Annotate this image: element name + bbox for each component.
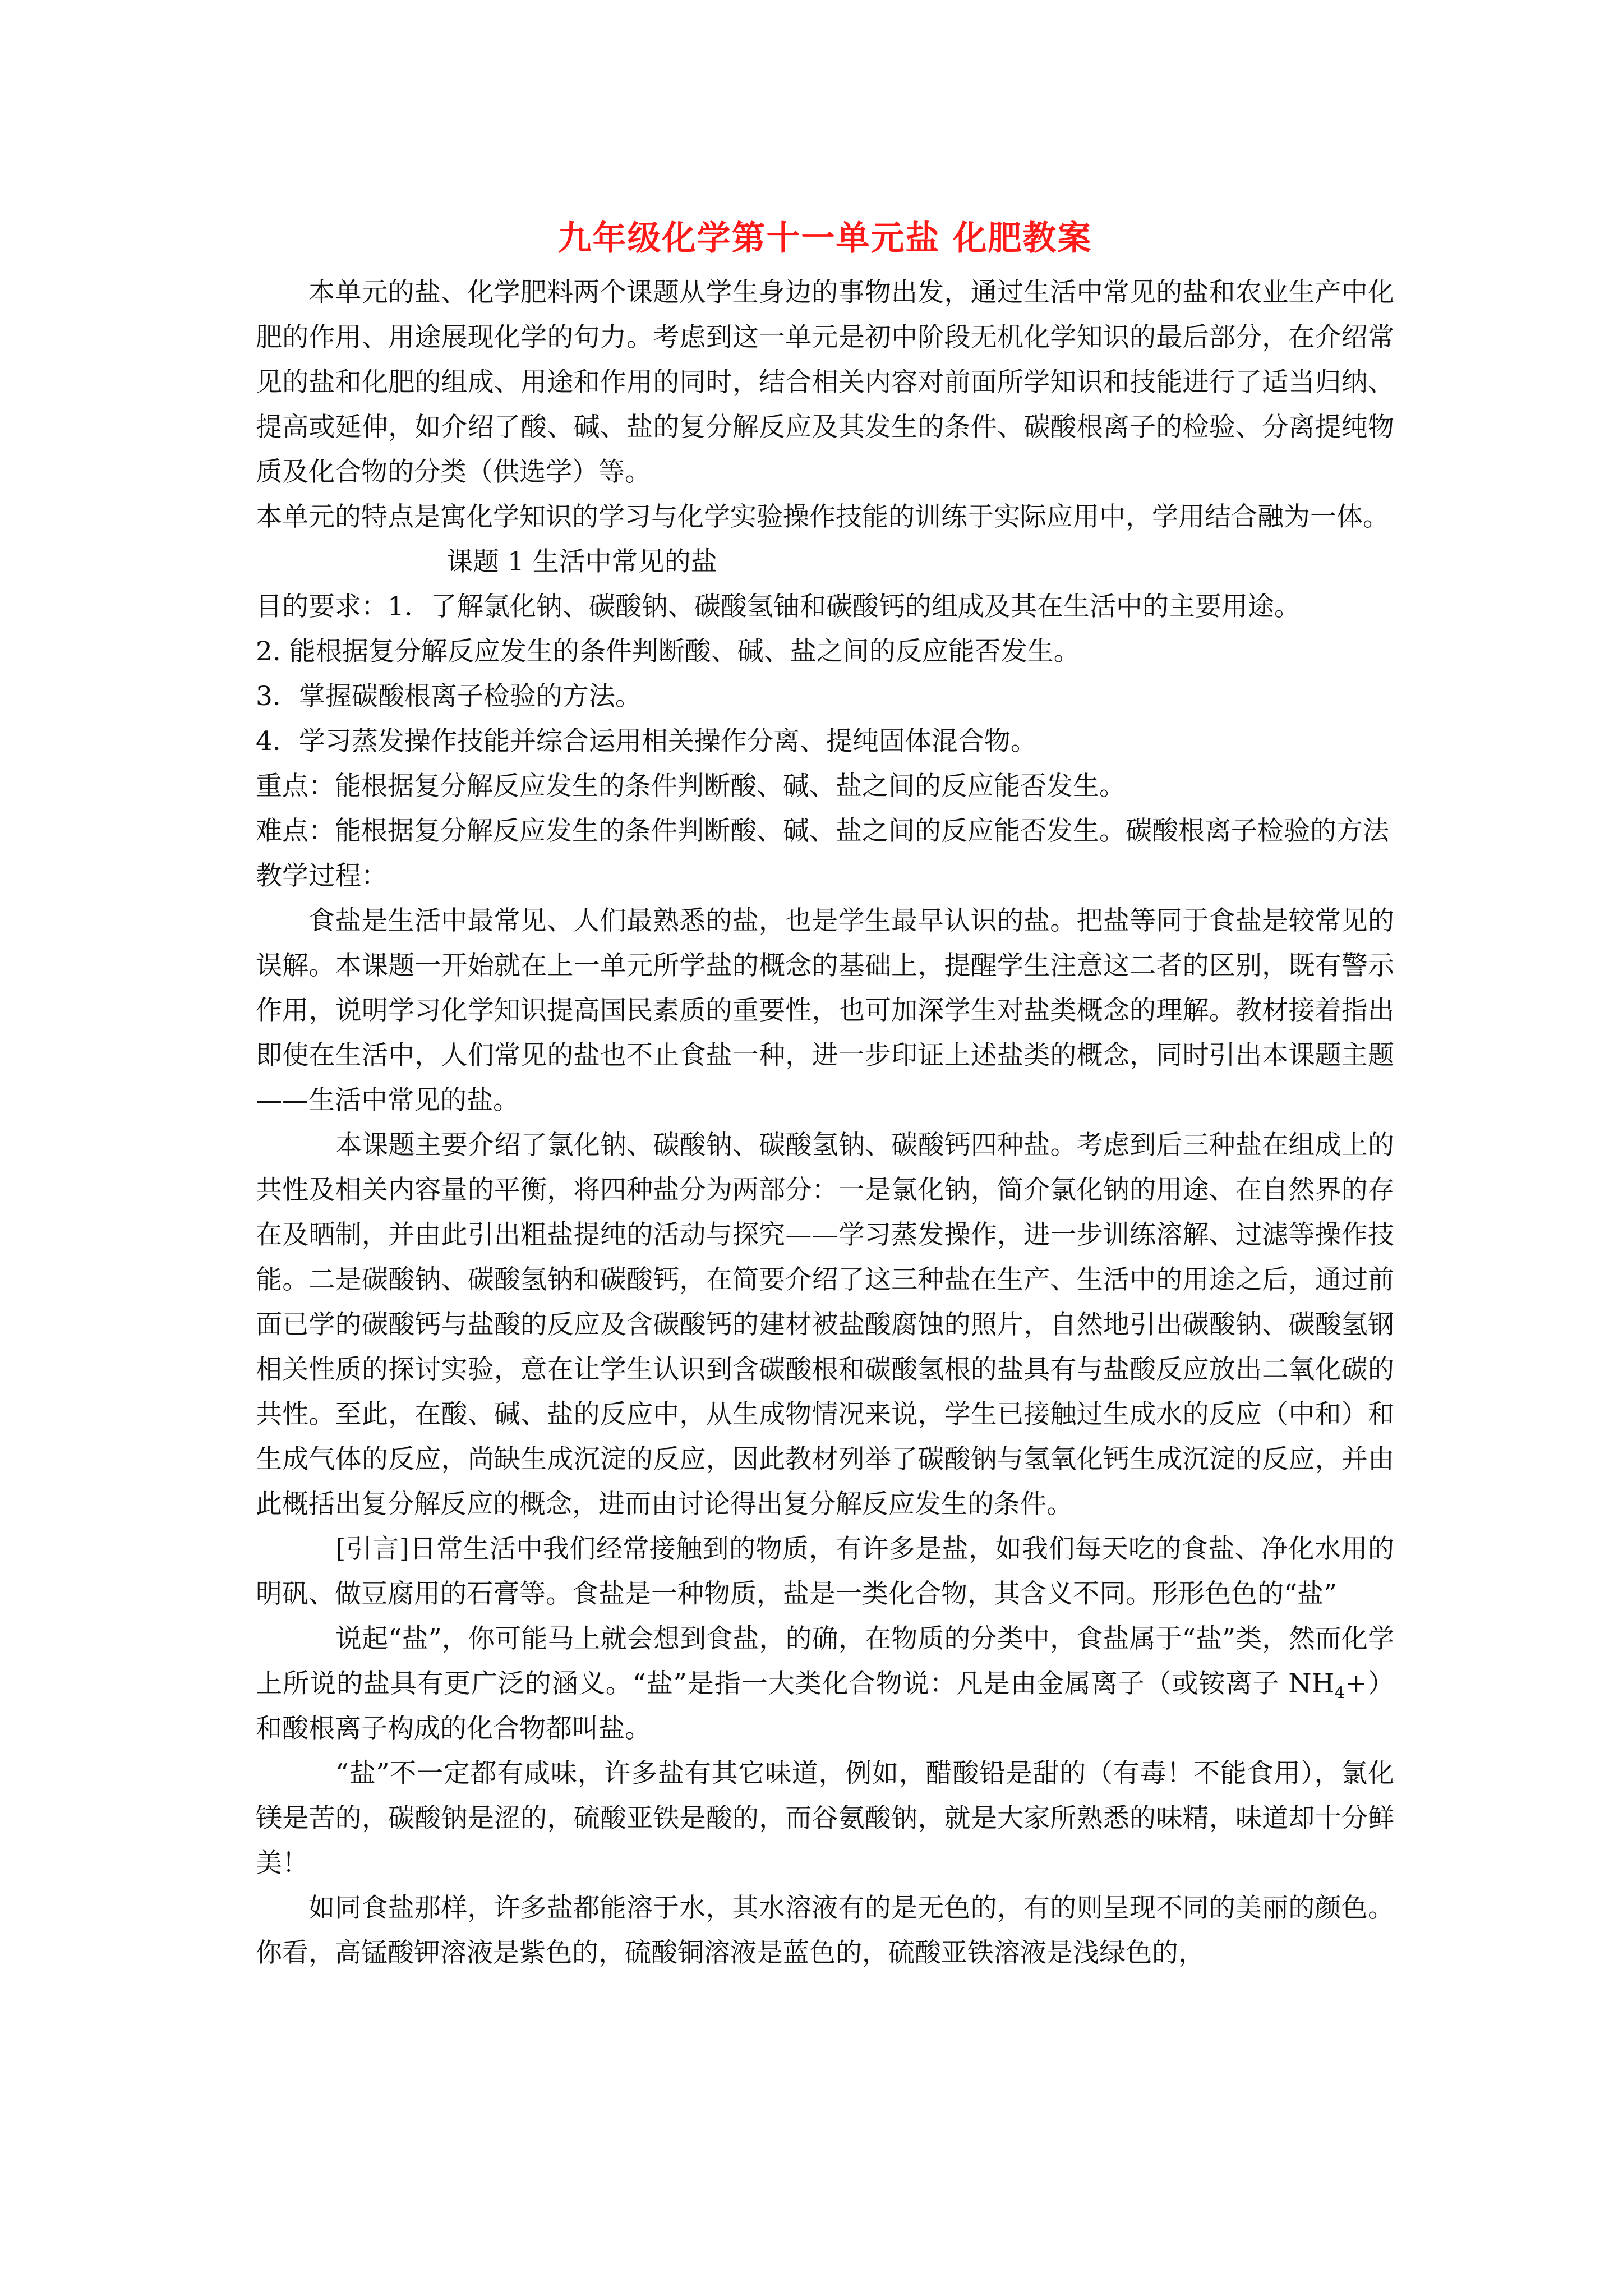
body-paragraph-4-text-a: 说起“盐”，你可能马上就会想到食盐，的确，在物质的分类中，食盐属于“盐”类，然而化学上所说的盐具有更广泛的涵义。“盐”是指一大类化合物说：凡是由金属离子（或铵离子 NH — [256, 1623, 1394, 1699]
process-label: 教学过程： — [256, 861, 388, 891]
intro-paragraph-1: 本单元的盐、化学肥料两个课题从学生身边的事物出发，通过生活中常见的盐和农业生产中化肥的作用、用途展现化学的句力。考虑到这一单元是初中阶段无机化学知识的最后部分，在介绍常见的盐和化肥的组成、用途和作用的同时，结合相关内容对前面所学知识和技能进行了适当归纳、提高或延伸，如介绍了酸、碱、盐的复分解反应及其发生的条件、碳酸根离子的检验、分离提纯物质及化合物的分类（供选学）等。 — [256, 277, 1394, 487]
body-paragraph-4 — [256, 1617, 1394, 1751]
document-page — [256, 213, 1394, 1976]
objective-4: 4．学习蒸发操作技能并综合运用相关操作分离、提纯固体混合物。 — [256, 726, 1037, 757]
objective-1: 目的要求：1．了解氯化钠、碳酸钠、碳酸氢铀和碳酸钙的组成及其在生活中的主要用途。 — [256, 591, 1301, 622]
intro-paragraph-2: 本单元的特点是寓化学知识的学习与化学实验操作技能的训练于实际应用中，学用结合融为一体。 — [256, 501, 1389, 532]
objective-2: 2. 能根据复分解反应发生的条件判断酸、碱、盐之间的反应能否发生。 — [256, 636, 1080, 667]
difficulty: 难点：能根据复分解反应发生的条件判断酸、碱、盐之间的反应能否发生。碳酸根离子检验的方法 — [256, 816, 1389, 846]
body-paragraph-6: 如同食盐那样，许多盐都能溶于水，其水溶液有的是无色的，有的则呈现不同的美丽的颜色。你看，高锰酸钾溶液是紫色的，硫酸铜溶液是蓝色的，硫酸亚铁溶液是浅绿色的， — [256, 1893, 1394, 1968]
document-title: 九年级化学第十一单元盐 化肥教案 — [557, 219, 1092, 258]
body-paragraph-1: 食盐是生活中最常见、人们最熟悉的盐，也是学生最早认识的盐。把盐等同于食盐是较常见的误解。本课题一开始就在上一单元所学盐的概念的基础上，提醒学生注意这二者的区别，既有警示作用，说明学习化学知识提高国民素质的重要性，也可加深学生对盐类概念的理解。教材接着指出即使在生活中，人们常见的盐也不止食盐一种，进一步印证上述盐类的概念，同时引出本课题主题——生活中常见的盐。 — [256, 905, 1394, 1116]
body-paragraph-2: 本课题主要介绍了氯化钠、碳酸钠、碳酸氢钠、碳酸钙四种盐。考虑到后三种盐在组成上的共性及相关内容量的平衡，将四种盐分为两部分：一是氯化钠，简介氯化钠的用途、在自然界的存在及晒制，并由此引出粗盐提纯的活动与探究——学习蒸发操作，进一步训练溶解、过滤等操作技能。二是碳酸钠、碳酸氢钠和碳酸钙，在简要介绍了这三种盐在生产、生活中的用途之后，通过前面已学的碳酸钙与盐酸的反应及含碳酸钙的建材被盐酸腐蚀的照片，自然地引出碳酸钠、碳酸氢钢相关性质的探讨实验，意在让学生认识到含碳酸根和碳酸氢根的盐具有与盐酸反应放出二氧化碳的共性。至此，在酸、碱、盐的反应中，从生成物情况来说，学生已接触过生成水的反应（中和）和生成气体的反应，尚缺生成沉淀的反应，因此教材列举了碳酸钠与氢氧化钙生成沉淀的反应，并由此概括出复分解反应的概念，进而由讨论得出复分解反应发生的条件。 — [256, 1130, 1394, 1520]
ammonium-subscript: 4 — [1334, 1683, 1345, 1703]
body-paragraph-4-text-b: +）和酸根离子构成的化合物都叫盐。 — [256, 1668, 1394, 1744]
objective-3: 3．掌握碳酸根离子检验的方法。 — [256, 681, 642, 712]
lesson-title: 课题 1 生活中常见的盐 — [446, 546, 717, 577]
body-paragraph-5: “盐”不一定都有咸味，许多盐有其它味道，例如，醋酸铅是甜的（有毒！不能食用），氯化镁是苦的，碳酸钠是涩的，硫酸亚铁是酸的，而谷氨酸钠，就是大家所熟悉的味精，味道却十分鲜美！ — [256, 1758, 1394, 1879]
key-point: 重点：能根据复分解反应发生的条件判断酸、碱、盐之间的反应能否发生。 — [256, 771, 1126, 802]
body-paragraph-3: [引言]日常生活中我们经常接触到的物质，有许多是盐，如我们每天吃的食盐、净化水用的明矾、做豆腐用的石膏等。食盐是一种物质，盐是一类化合物，其含义不同。形形色色的“盐” — [256, 1534, 1394, 1609]
